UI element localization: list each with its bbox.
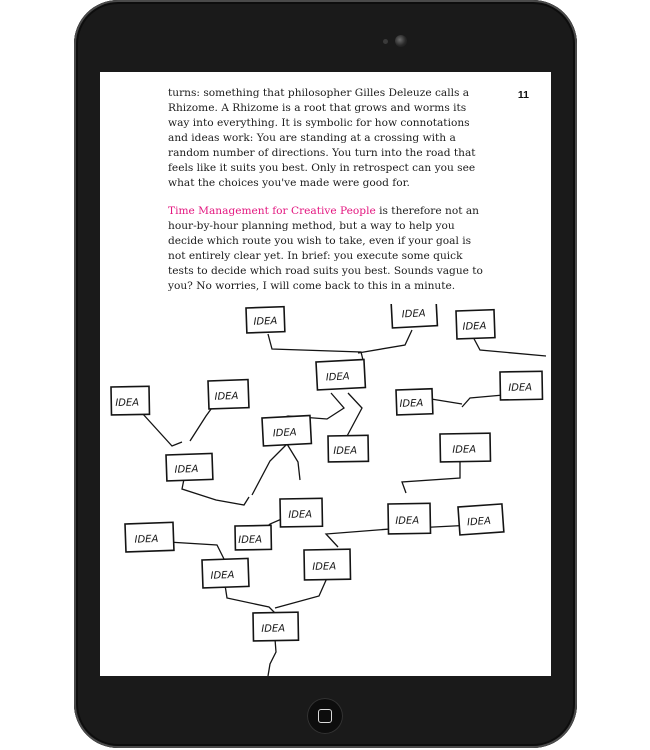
idea-label: IDEA bbox=[253, 315, 278, 328]
sensor-icon bbox=[383, 39, 388, 44]
idea-node bbox=[208, 380, 249, 409]
idea-node bbox=[166, 453, 213, 481]
idea-label: IDEA bbox=[174, 463, 199, 476]
idea-label: IDEA bbox=[466, 515, 492, 529]
idea-node bbox=[316, 359, 365, 389]
link-line bbox=[402, 459, 460, 493]
page-number: 11 bbox=[517, 89, 529, 101]
idea-node bbox=[262, 415, 311, 445]
idea-label: IDEA bbox=[134, 533, 159, 546]
link-line bbox=[275, 578, 327, 608]
idea-node bbox=[328, 435, 368, 462]
link-line bbox=[268, 639, 276, 676]
idea-node bbox=[500, 371, 542, 400]
home-button[interactable] bbox=[307, 698, 343, 734]
link-line bbox=[346, 393, 362, 438]
idea-label: IDEA bbox=[210, 569, 235, 582]
idea-node bbox=[235, 525, 271, 550]
idea-label: IDEA bbox=[261, 623, 286, 635]
idea-label: IDEA bbox=[452, 444, 477, 456]
idea-node bbox=[458, 504, 504, 535]
ebook-page[interactable] bbox=[100, 72, 551, 676]
body-paragraph-2 bbox=[168, 204, 486, 294]
idea-node bbox=[125, 522, 174, 552]
idea-node bbox=[456, 310, 495, 339]
idea-node bbox=[246, 307, 285, 333]
link-line bbox=[358, 330, 412, 353]
idea-label: IDEA bbox=[325, 371, 350, 384]
rhizome-idea-diagram bbox=[100, 304, 551, 676]
idea-node bbox=[111, 386, 149, 415]
idea-label: IDEA bbox=[214, 390, 239, 403]
idea-label: IDEA bbox=[115, 397, 140, 409]
idea-node bbox=[253, 612, 298, 641]
idea-label: IDEA bbox=[312, 561, 337, 573]
idea-label: IDEA bbox=[272, 427, 297, 440]
home-square-icon bbox=[318, 709, 332, 723]
idea-label: IDEA bbox=[288, 509, 313, 521]
idea-node bbox=[396, 389, 433, 415]
link-line bbox=[225, 585, 275, 613]
idea-node bbox=[304, 549, 351, 580]
idea-node bbox=[388, 503, 431, 534]
idea-node bbox=[391, 304, 437, 328]
idea-label: IDEA bbox=[333, 445, 358, 457]
link-line bbox=[287, 444, 300, 480]
idea-node bbox=[440, 433, 490, 462]
idea-node bbox=[202, 558, 249, 588]
idea-label: IDEA bbox=[508, 382, 533, 394]
idea-label: IDEA bbox=[401, 308, 426, 321]
link-line bbox=[252, 444, 287, 495]
idea-label: IDEA bbox=[395, 515, 420, 527]
camera-icon bbox=[395, 35, 407, 47]
idea-label: IDEA bbox=[462, 320, 487, 333]
link-line bbox=[285, 393, 344, 419]
idea-label: IDEA bbox=[238, 534, 263, 546]
body-paragraph-2-text: is therefore not an hour-by-hour planning method, but a way to help you decide which route you wish to take, even if your goal is not entirely clear yet. In brief: you execute some quick tests to decide which road suits you best. Sounds vague to you? No worries, I will come back to this in a minute. bbox=[168, 205, 483, 292]
book-title-link[interactable]: Time Management for Creative People bbox=[168, 205, 376, 217]
idea-node bbox=[280, 498, 322, 527]
body-paragraph-1: turns: something that philosopher Gilles Deleuze calls a Rhizome. A Rhizome is a root that grows and worms its way into everything. It is symbolic for how connotations and ideas work: You are standing at a crossing with a random number of directions. You turn into the road that feels like it suits you best. Only in retrospect can you see what the choices you've made were good for. bbox=[168, 87, 476, 189]
idea-label: IDEA bbox=[399, 398, 424, 410]
